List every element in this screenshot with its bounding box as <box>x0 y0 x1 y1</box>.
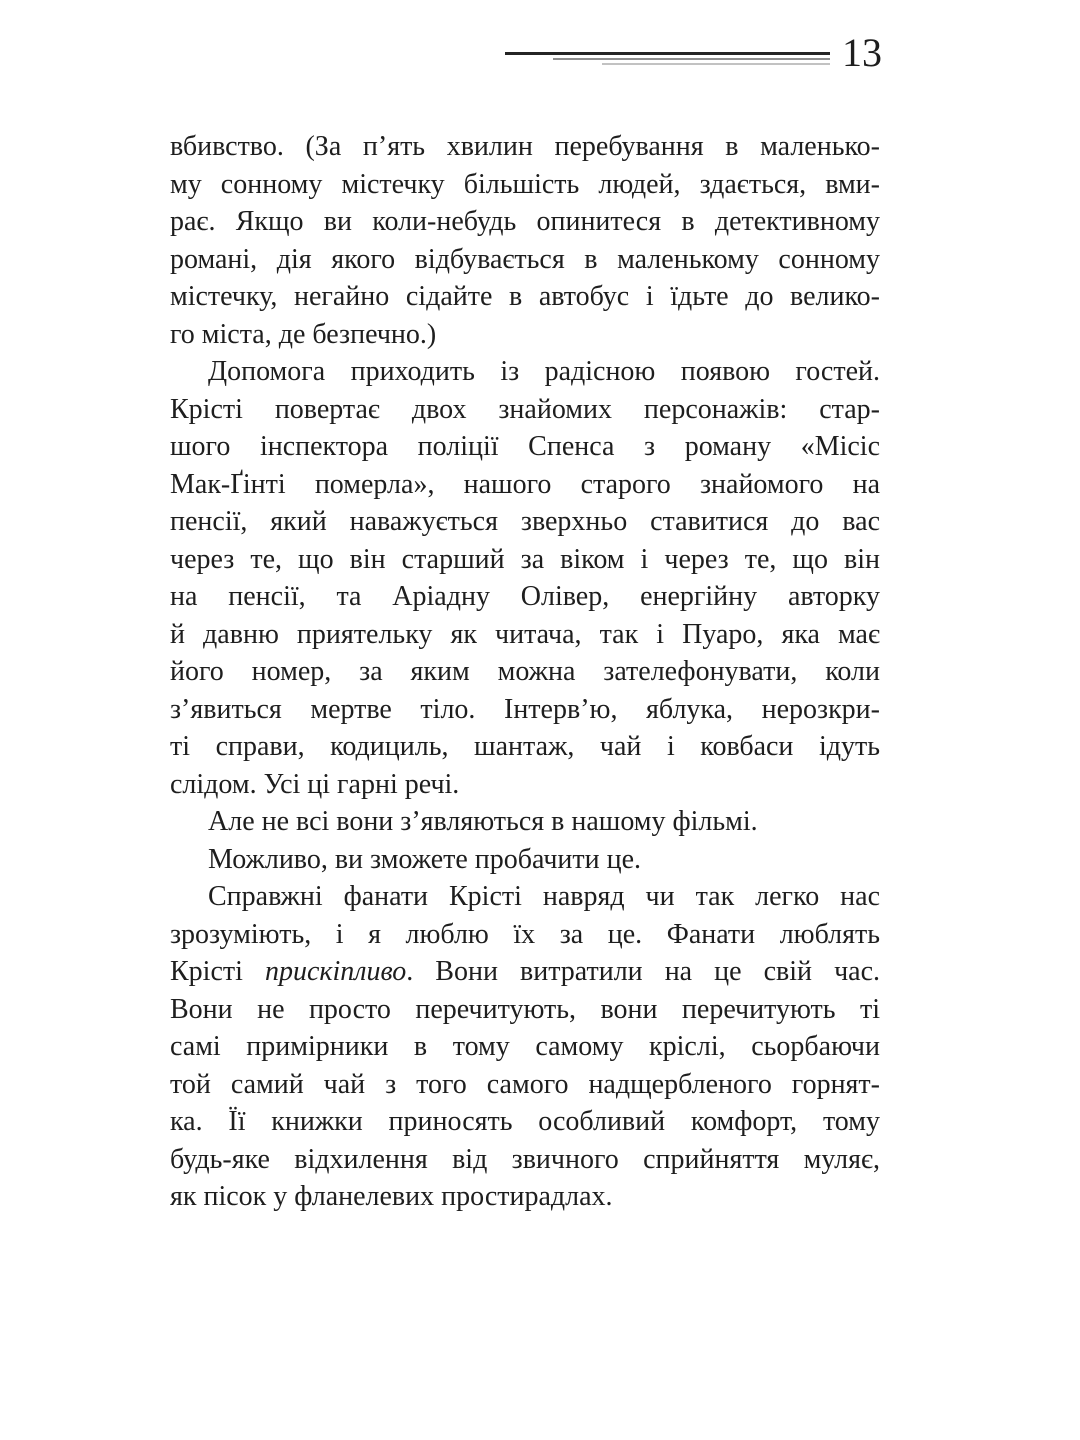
text-line: через те, що він старший за віком і через те, що він <box>170 543 880 575</box>
text-line: будь-яке відхилення від звичного сприйняття муляє, <box>170 1143 880 1175</box>
text-segment: . Вони витратили на це свій час. <box>406 956 881 987</box>
page-number: 13 <box>842 30 882 75</box>
text-line: Справжні фанати Крісті навряд чи так легко нас <box>208 881 880 912</box>
text-line: як пісок у фланелевих простирадлах. <box>170 1181 613 1212</box>
text-line: містечку, негайно сідайте в автобус і їдьте до велико- <box>170 281 880 312</box>
header-ornament <box>500 52 830 65</box>
ornament-line-bottom <box>602 63 830 65</box>
text-line: на пенсії, та Аріадну Олівер, енергійну авторку <box>170 581 880 612</box>
text-line: романі, дія якого відбувається в маленькому сонному <box>170 243 880 275</box>
text-line: Допомога приходить із радісною появою гостей. <box>208 356 880 387</box>
text-line: його номер, за яким можна зателефонувати, коли <box>170 656 880 687</box>
text-line: з’явиться мертве тіло. Інтерв’ю, яблука, нерозкри- <box>170 693 880 725</box>
text-line: той самий чай з того самого надщербленого горнят- <box>170 1068 880 1100</box>
text-line: ка. Її книжки приносять особливий комфорт, тому <box>170 1106 880 1137</box>
text-line: Вони не просто перечитують, вони перечитують ті <box>170 993 880 1025</box>
text-line: Але не всі вони з’являються в нашому фільмі. <box>208 806 758 837</box>
text-line: шого інспектора поліції Спенса з роману «Місіс <box>170 431 880 462</box>
ornament-line-top <box>505 52 830 55</box>
text-line: вбивство. (За п’ять хвилин перебування в маленько- <box>170 131 880 162</box>
italic-text: прискіпливо <box>264 956 407 987</box>
ornament-line-middle <box>553 58 830 60</box>
text-line: пенсії, який наважується зверхньо ставитися до вас <box>170 506 880 537</box>
text-line: Можливо, ви зможете пробачити це. <box>208 843 642 875</box>
text-line: го міста, де безпечно.) <box>170 318 437 350</box>
text-line: самі примірники в тому самому кріслі, сьорбаючи <box>170 1031 880 1062</box>
text-line: зрозуміють, і я люблю їх за це. Фанати люблять <box>170 918 880 950</box>
text-line: ті справи, кодициль, шантаж, чай і ковбаси ідуть <box>170 731 880 762</box>
text-line: слідом. Усі ці гарні речі. <box>170 768 460 800</box>
text-line: Крісті повертає двох знайомих персонажів: стар- <box>170 393 880 425</box>
text-line <box>170 953 880 991</box>
text-line: Мак-Ґінті померла», нашого старого знайомого на <box>170 468 880 500</box>
text-line: му сонному містечку більшість людей, здається, вми- <box>170 168 880 200</box>
text-segment: Крісті <box>170 956 265 987</box>
text-line: рає. Якщо ви коли-небудь опинитеся в детективному <box>170 206 880 237</box>
text-line: й давню приятельку як читача, так і Пуаро, яка має <box>170 618 880 650</box>
page-text <box>170 128 880 1216</box>
